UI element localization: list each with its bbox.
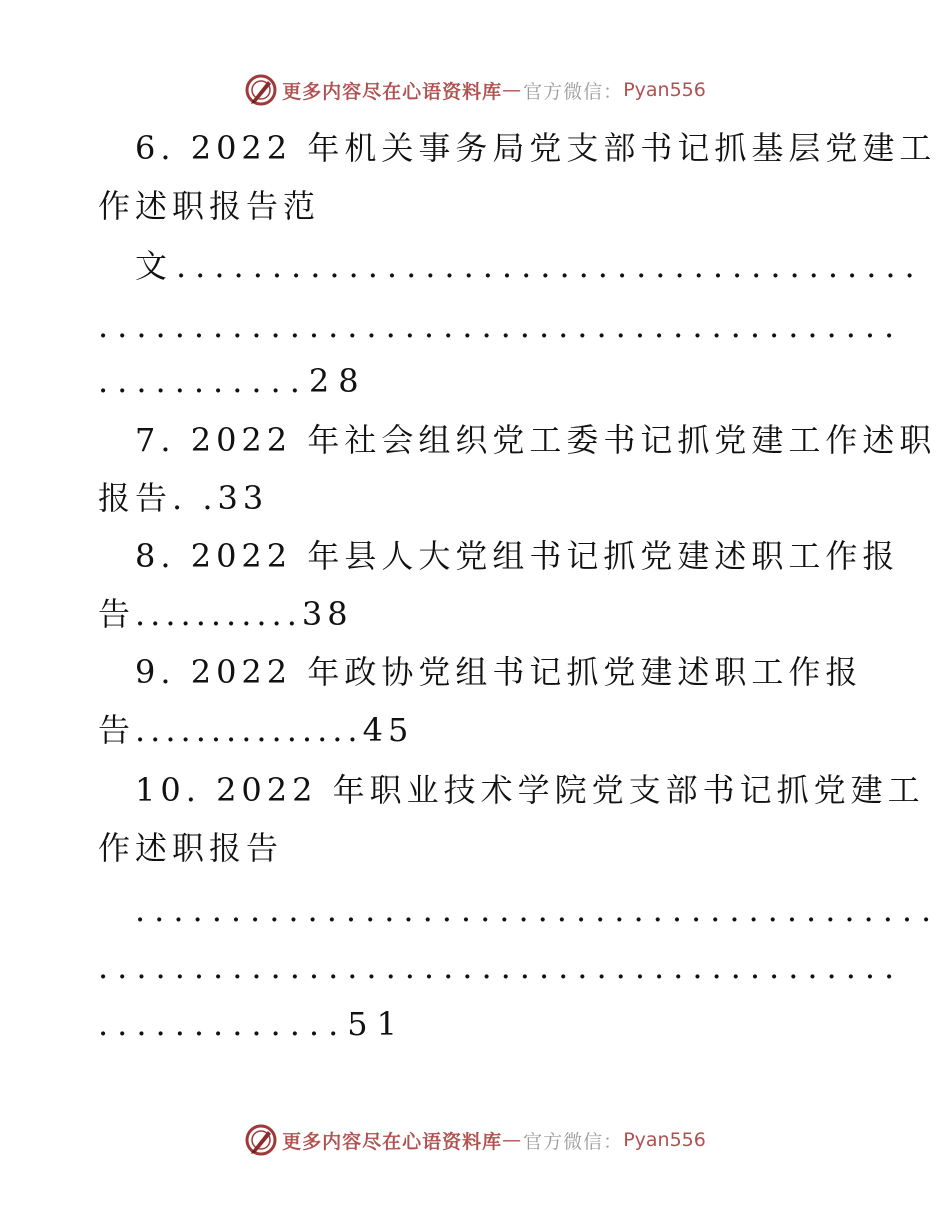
toc-entry-10-page[interactable]: .............51 [98,1005,406,1043]
header-wechat-id: Pyan556 [623,79,706,101]
header-text: 更多内容尽在心语资料库 [282,80,503,103]
toc-entry-10-line-1[interactable]: 10. 2022 年职业技术学院党支部书记抓党建工 [135,771,925,809]
toc-entry-10-line-4: .......................................... [98,948,904,986]
footer-dash: — [502,1129,522,1151]
footer-text: 更多内容尽在心语资料库 [282,1130,503,1153]
toc-entry-8-line-1[interactable]: 8. 2022 年县人大党组书记抓党建述职工作报 [135,537,900,575]
toc-entry-9-page[interactable]: 告...............45 [98,711,414,749]
footer-banner [0,1120,950,1160]
header-banner [0,70,950,110]
header-dash: — [502,79,522,101]
toc-entry-10-line-3: .......................................... [135,891,941,929]
header-wechat-label: 官方微信： [523,80,624,103]
toc-entry-6-line-4: .......................................... [98,307,904,345]
toc-entry-9-line-1[interactable]: 9. 2022 年政协党组书记抓党建述职工作报 [135,653,863,691]
footer-wechat-label: 官方微信： [523,1130,624,1153]
toc-entry-6-line-1[interactable]: 6. 2022 年机关事务局党支部书记抓基层党建工 [135,129,937,167]
pen-logo-icon [244,73,278,107]
toc-entry-6-line-3[interactable]: 文....................................... [135,247,924,285]
pen-logo-icon [244,1123,278,1157]
toc-entry-7-page[interactable]: 报告. .33 [98,479,269,517]
toc-entry-10-line-2[interactable]: 作述职报告 [98,829,284,867]
toc-entry-6-line-2[interactable]: 作述职报告范 [98,187,321,225]
toc-entry-8-page[interactable]: 告...........38 [98,595,353,633]
footer-wechat-id: Pyan556 [623,1129,706,1151]
toc-entry-7-line-1[interactable]: 7. 2022 年社会组织党工委书记抓党建工作述职 [135,421,937,459]
toc-entry-6-page[interactable]: ...........28 [98,362,368,400]
